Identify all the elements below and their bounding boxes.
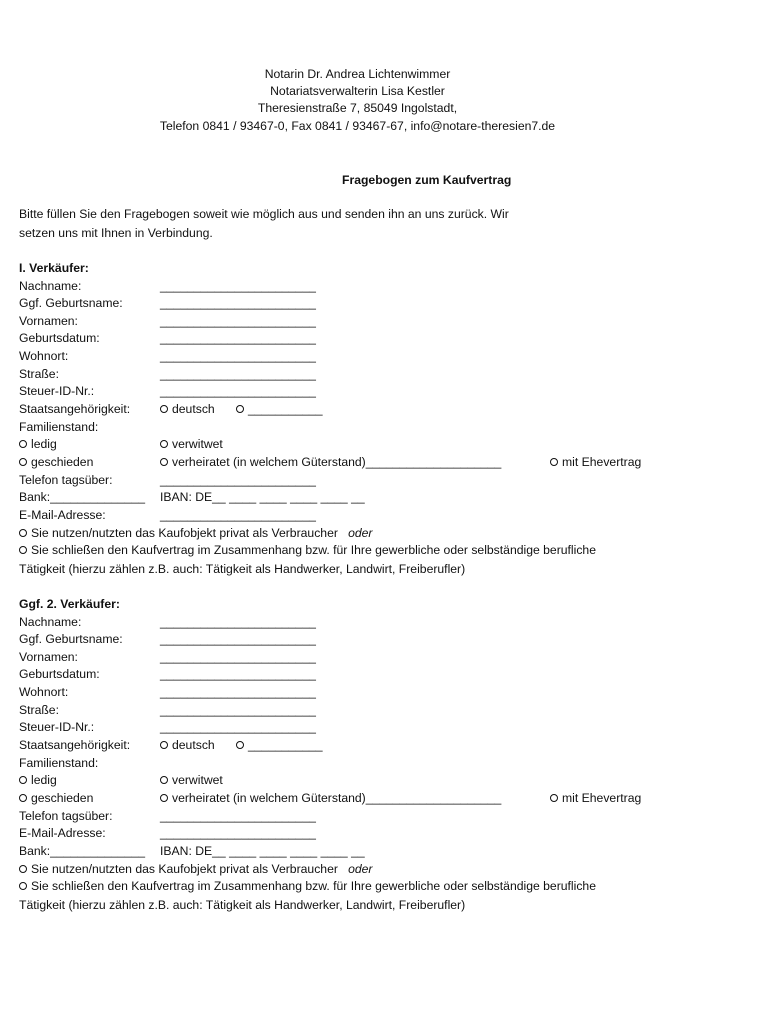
- field-steuer-id[interactable]: _______________________: [160, 384, 316, 398]
- notary-name: Notarin Dr. Andrea Lichtenwimmer: [264, 67, 451, 81]
- label-staatsangehoerigkeit: Staatsangehörigkeit:: [19, 738, 131, 752]
- document-title: Fragebogen zum Kaufvertrag: [342, 173, 512, 187]
- label-steuer-id: Steuer-ID-Nr.:: [19, 384, 95, 398]
- field-email[interactable]: _______________________: [160, 508, 316, 522]
- label-vornamen: Vornamen:: [19, 650, 78, 664]
- option-ledig[interactable]: ledig: [19, 773, 57, 787]
- label-geburtsname: Ggf. Geburtsname:: [19, 296, 123, 310]
- radio-circle-icon: [550, 458, 558, 466]
- radio-circle-icon: [236, 741, 244, 749]
- field-strasse[interactable]: _______________________: [160, 367, 316, 381]
- field-wohnort[interactable]: _______________________: [160, 349, 316, 363]
- radio-circle-icon: [19, 865, 27, 873]
- option-other-nationality[interactable]: ___________: [236, 402, 323, 416]
- option-verheiratet[interactable]: verheiratet (in welchem Güterstand)____________________: [160, 791, 501, 805]
- radio-circle-icon: [19, 440, 27, 448]
- label-geburtsdatum: Geburtsdatum:: [19, 667, 100, 681]
- notary-administrator: Notariatsverwalterin Lisa Kestler: [270, 84, 445, 98]
- option-verwitwet[interactable]: verwitwet: [160, 437, 223, 451]
- radio-circle-icon: [160, 458, 168, 466]
- label-familienstand: Familienstand:: [19, 420, 99, 434]
- option-deutsch[interactable]: deutsch: [160, 402, 215, 416]
- radio-circle-icon: [19, 458, 27, 466]
- field-wohnort[interactable]: _______________________: [160, 685, 316, 699]
- option-geschieden[interactable]: geschieden: [19, 455, 93, 469]
- field-iban[interactable]: IBAN: DE__ ____ ____ ____ ____ __: [160, 490, 365, 504]
- gewerblich-explanation: Tätigkeit (hierzu zählen z.B. auch: Tätigkeit als Handwerker, Landwirt, Freiberufler): [19, 898, 466, 912]
- field-iban[interactable]: IBAN: DE__ ____ ____ ____ ____ __: [160, 844, 365, 858]
- field-email[interactable]: _______________________: [160, 826, 316, 840]
- radio-circle-icon: [550, 794, 558, 802]
- radio-circle-icon: [160, 440, 168, 448]
- intro-line-2: setzen uns mit Ihnen in Verbindung.: [19, 226, 213, 240]
- label-nachname: Nachname:: [19, 279, 82, 293]
- radio-circle-icon: [160, 741, 168, 749]
- field-geburtsname[interactable]: _______________________: [160, 296, 316, 310]
- label-telefon: Telefon tagsüber:: [19, 473, 113, 487]
- label-nachname: Nachname:: [19, 615, 82, 629]
- radio-circle-icon: [19, 529, 27, 537]
- field-bank[interactable]: Bank:______________: [19, 490, 146, 504]
- label-wohnort: Wohnort:: [19, 685, 69, 699]
- label-geburtsname: Ggf. Geburtsname:: [19, 632, 123, 646]
- option-other-nationality[interactable]: ___________: [236, 738, 323, 752]
- radio-circle-icon: [160, 776, 168, 784]
- label-telefon: Telefon tagsüber:: [19, 809, 113, 823]
- gewerblich-explanation: Tätigkeit (hierzu zählen z.B. auch: Tätigkeit als Handwerker, Landwirt, Freiberufler): [19, 562, 466, 576]
- seller-2-heading: Ggf. 2. Verkäufer:: [19, 597, 120, 611]
- option-ehevertrag[interactable]: mit Ehevertrag: [550, 791, 641, 805]
- radio-circle-icon: [160, 405, 168, 413]
- radio-circle-icon: [19, 546, 27, 554]
- option-verbraucher[interactable]: Sie nutzen/nutzten das Kaufobjekt privat als Verbraucher oder: [19, 526, 373, 540]
- field-vornamen[interactable]: _______________________: [160, 650, 316, 664]
- label-steuer-id: Steuer-ID-Nr.:: [19, 720, 95, 734]
- option-verwitwet[interactable]: verwitwet: [160, 773, 223, 787]
- field-nachname[interactable]: _______________________: [160, 615, 316, 629]
- option-ehevertrag[interactable]: mit Ehevertrag: [550, 455, 641, 469]
- notary-address: Theresienstraße 7, 85049 Ingolstadt,: [257, 101, 458, 115]
- label-familienstand: Familienstand:: [19, 756, 99, 770]
- label-vornamen: Vornamen:: [19, 314, 78, 328]
- label-email: E-Mail-Adresse:: [19, 508, 106, 522]
- option-gewerblich[interactable]: Sie schließen den Kaufvertrag im Zusammenhang bzw. für Ihre gewerbliche oder selbständige berufliche: [19, 879, 596, 893]
- field-vornamen[interactable]: _______________________: [160, 314, 316, 328]
- label-geburtsdatum: Geburtsdatum:: [19, 331, 100, 345]
- intro-line-1: Bitte füllen Sie den Fragebogen soweit wie möglich aus und senden ihn an uns zurück. Wir: [19, 207, 509, 221]
- field-bank[interactable]: Bank:______________: [19, 844, 146, 858]
- option-geschieden[interactable]: geschieden: [19, 791, 93, 805]
- label-staatsangehoerigkeit: Staatsangehörigkeit:: [19, 402, 131, 416]
- option-deutsch[interactable]: deutsch: [160, 738, 215, 752]
- label-wohnort: Wohnort:: [19, 349, 69, 363]
- option-verheiratet[interactable]: verheiratet (in welchem Güterstand)____________________: [160, 455, 501, 469]
- field-steuer-id[interactable]: _______________________: [160, 720, 316, 734]
- label-email: E-Mail-Adresse:: [19, 826, 106, 840]
- option-ledig[interactable]: ledig: [19, 437, 57, 451]
- field-geburtsdatum[interactable]: _______________________: [160, 331, 316, 345]
- label-strasse: Straße:: [19, 367, 59, 381]
- radio-circle-icon: [236, 405, 244, 413]
- label-strasse: Straße:: [19, 703, 59, 717]
- seller-1-heading: I. Verkäufer:: [19, 261, 89, 275]
- notary-contact: Telefon 0841 / 93467-0, Fax 0841 / 93467-67, info@notare-theresien7.de: [159, 119, 556, 133]
- field-geburtsname[interactable]: _______________________: [160, 632, 316, 646]
- field-geburtsdatum[interactable]: _______________________: [160, 667, 316, 681]
- radio-circle-icon: [19, 882, 27, 890]
- field-strasse[interactable]: _______________________: [160, 703, 316, 717]
- radio-circle-icon: [19, 776, 27, 784]
- field-telefon[interactable]: _______________________: [160, 473, 316, 487]
- option-gewerblich[interactable]: Sie schließen den Kaufvertrag im Zusammenhang bzw. für Ihre gewerbliche oder selbständige berufliche: [19, 543, 596, 557]
- field-telefon[interactable]: _______________________: [160, 809, 316, 823]
- radio-circle-icon: [19, 794, 27, 802]
- field-nachname[interactable]: _______________________: [160, 279, 316, 293]
- radio-circle-icon: [160, 794, 168, 802]
- option-verbraucher[interactable]: Sie nutzen/nutzten das Kaufobjekt privat als Verbraucher oder: [19, 862, 373, 876]
